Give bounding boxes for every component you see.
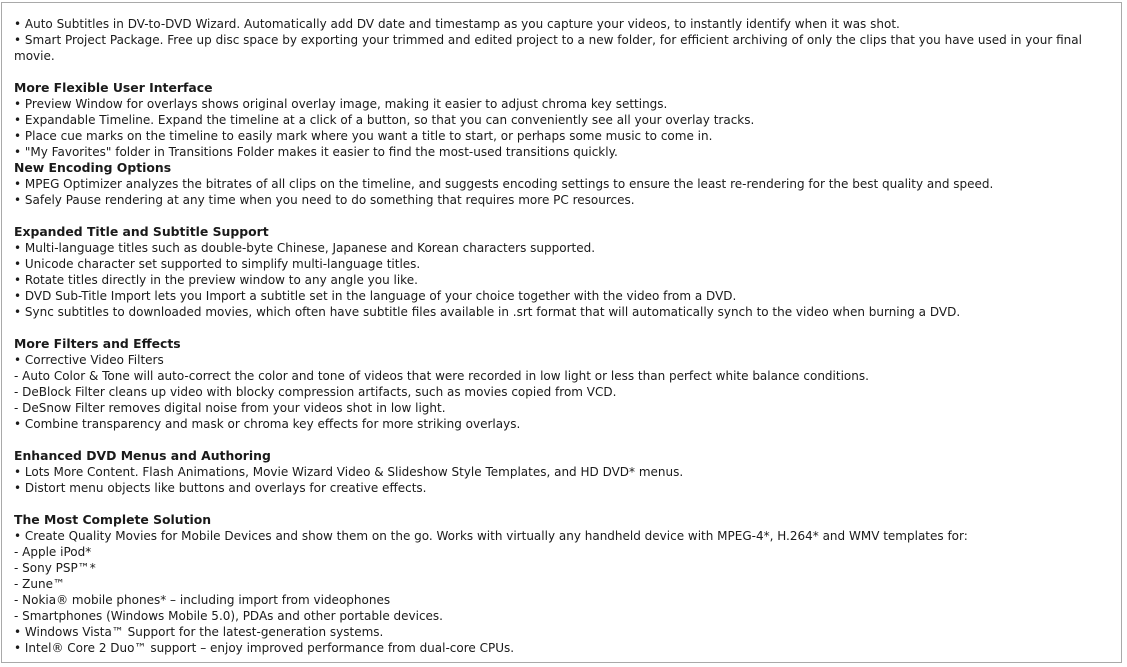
content-frame (1, 2, 1122, 663)
list-item: - Sony PSP™* (14, 561, 96, 575)
list-item: • Multi-language titles such as double-byte Chinese, Japanese and Korean characters supported. (14, 241, 596, 255)
section-spacer (14, 64, 1112, 80)
list-item: • Lots More Content. Flash Animations, Movie Wizard Video & Slideshow Style Templates, and HD DVD* menus. (14, 465, 684, 479)
list-item: - Zune™ (14, 577, 65, 591)
section-spacer (14, 208, 1112, 224)
section-heading-encoding: New Encoding Options (14, 160, 172, 175)
section-spacer (14, 320, 1112, 336)
list-item: • Intel® Core 2 Duo™ support – enjoy improved performance from dual-core CPUs. (14, 641, 515, 655)
section-heading-dvd-menus: Enhanced DVD Menus and Authoring (14, 448, 271, 463)
list-item: • Distort menu objects like buttons and overlays for creative effects. (14, 481, 427, 495)
list-item: - DeSnow Filter removes digital noise from your videos shot in low light. (14, 401, 446, 415)
list-item: - Apple iPod* (14, 545, 92, 559)
section-spacer (14, 432, 1112, 448)
section-heading-titles: Expanded Title and Subtitle Support (14, 224, 269, 239)
list-item: • Place cue marks on the timeline to easily mark where you want a title to start, or perhaps some music to come in. (14, 129, 713, 143)
list-item: • MPEG Optimizer analyzes the bitrates of all clips on the timeline, and suggests encoding settings to ensure the least re-rendering for the best quality and speed. (14, 177, 994, 191)
list-item: • Unicode character set supported to simplify multi-language titles. (14, 257, 421, 271)
list-item: • Windows Vista™ Support for the latest-generation systems. (14, 625, 384, 639)
list-item: • DVD Sub-Title Import lets you Import a subtitle set in the language of your choice together with the video from a DVD. (14, 289, 737, 303)
list-item: • Combine transparency and mask or chroma key effects for more striking overlays. (14, 417, 521, 431)
list-item: • "My Favorites" folder in Transitions Folder makes it easier to find the most-used transitions quickly. (14, 145, 618, 159)
section-heading-interface: More Flexible User Interface (14, 80, 213, 95)
list-item: • Auto Subtitles in DV-to-DVD Wizard. Automatically add DV date and timestamp as you capture your videos, to instantly identify when it was shot. (14, 17, 900, 31)
list-item: • Smart Project Package. Free up disc space by exporting your trimmed and edited project to a new folder, for efficient archiving of only the clips that you have used in your final movie. (14, 33, 1086, 63)
section-heading-complete-solution: The Most Complete Solution (14, 512, 212, 527)
list-item: • Create Quality Movies for Mobile Devices and show them on the go. Works with virtually any handheld device with MPEG-4*, H.264* and WMV templates for: (14, 529, 968, 543)
list-item: • Corrective Video Filters (14, 353, 164, 367)
feature-list-document (14, 16, 1112, 656)
list-item: • Expandable Timeline. Expand the timeline at a click of a button, so that you can conveniently see all your overlay tracks. (14, 113, 755, 127)
section-heading-filters: More Filters and Effects (14, 336, 181, 351)
section-spacer (14, 496, 1112, 512)
list-item: - Nokia® mobile phones* – including import from videophones (14, 593, 391, 607)
list-item: • Sync subtitles to downloaded movies, which often have subtitle files available in .srt format that will automatically synch to the video when burning a DVD. (14, 305, 961, 319)
list-item: • Safely Pause rendering at any time when you need to do something that requires more PC resources. (14, 193, 635, 207)
list-item: • Preview Window for overlays shows original overlay image, making it easier to adjust chroma key settings. (14, 97, 668, 111)
list-item: • Rotate titles directly in the preview window to any angle you like. (14, 273, 418, 287)
list-item: - DeBlock Filter cleans up video with blocky compression artifacts, such as movies copied from VCD. (14, 385, 617, 399)
list-item: - Smartphones (Windows Mobile 5.0), PDAs and other portable devices. (14, 609, 443, 623)
list-item: - Auto Color & Tone will auto-correct the color and tone of videos that were recorded in low light or less than perfect white balance conditions. (14, 369, 869, 383)
